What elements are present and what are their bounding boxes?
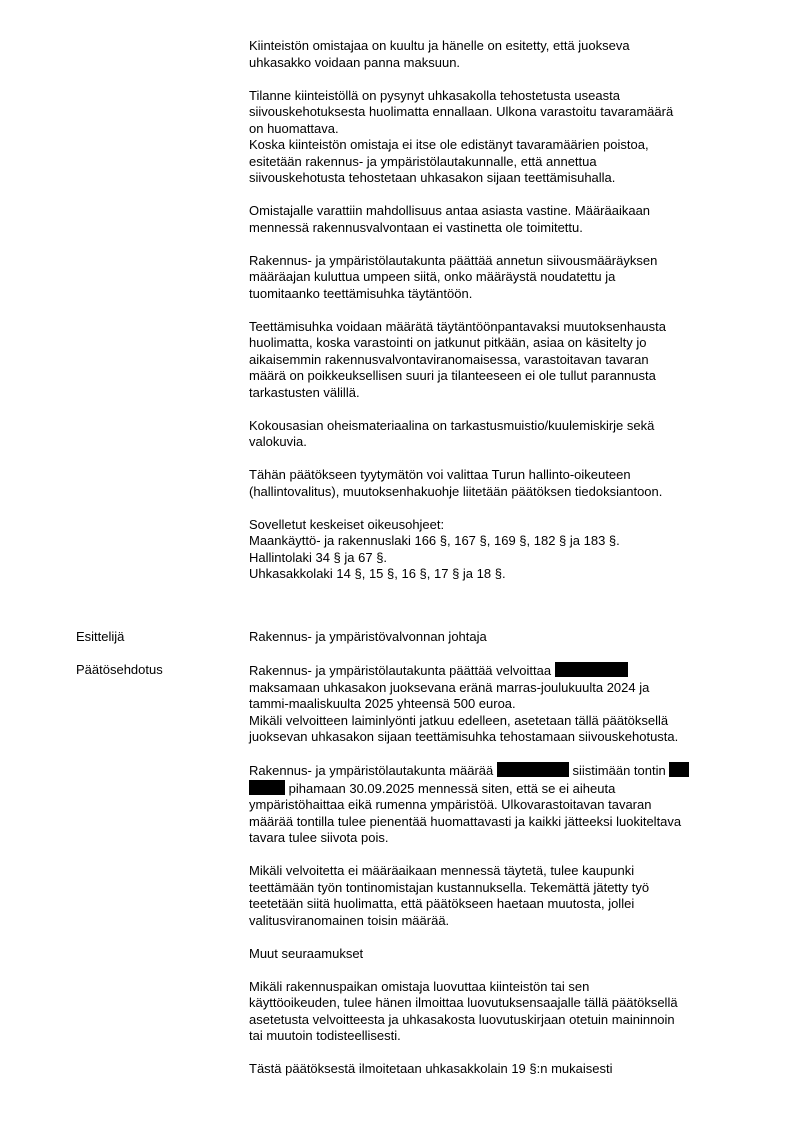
legal-references [249,517,749,583]
text-line: tuomitaanko teettämisuhka täytäntöön. [249,285,473,301]
text-line: valokuvia. [249,434,307,449]
text-line: määrä on poikkeuksellisen suuri ja tilanteeseen ei ole tullut parannusta [249,368,656,383]
text-segment: siistimään tontin [572,763,666,778]
text-line: asetetusta velvoitteesta ja uhkasakosta luovutuskirjaan otetuin maininnoin [249,1011,675,1027]
text-line: ympäristöhaittaa eikä rumenna ympäristöä. Ulkovarastoitavan tavaran [249,797,652,812]
paragraph [249,863,749,929]
text-segment: Rakennus- ja ympäristölautakunta päättää velvoittaa [249,663,552,678]
text-line: käyttöoikeuden, tulee hänen ilmoittaa luovutuksensaajalle tällä päätöksellä [249,995,678,1010]
text-line: siivouskehotuksesta huolimatta ennallaan. Ulkona varastoitu tavaramäärä [249,104,674,119]
paragraph [249,203,749,236]
text-line: valitusviranomainen toisin määrää. [249,912,450,928]
text-line: Tästä päätöksestä ilmoitetaan uhkasakkolain 19 §:n mukaisesti [249,1061,613,1076]
text-line: tammi-maaliskuulta 2025 yhteensä 500 euroa. [249,696,516,711]
text-line [249,662,749,680]
redaction-block [669,762,689,777]
text-line: Tilanne kiinteistöllä on pysynyt uhkasakolla tehostetusta useasta [249,87,620,103]
text-line: Omistajalle varattiin mahdollisuus antaa asiasta vastine. Määräaikaan [249,203,651,218]
text-line: aikaisemmin rakennusvalvontaviranomaisessa, varastoitavan tavaran [249,351,649,367]
text-line: Kokousasian oheismateriaalina on tarkastusmuistio/kuulemiskirje sekä [249,417,655,433]
text-line: tarkastusten välillä. [249,384,360,400]
text-line: määrää tontilla tulee pienentää huomattavasti ja kaikki jätteeksi luokiteltava [249,813,682,829]
paragraph [249,762,749,847]
text-line [249,780,749,798]
subheading [249,946,749,963]
text-line: siivouskehotusta tehostetaan uhkasakon sijaan teettämisuhalla. [249,170,616,185]
intro-section [249,38,749,599]
text-line: juoksevan uhkasakon sijaan teettämisuhka tehostamaan siivouskehotusta. [249,729,679,744]
text-line: tavara tulee siivota pois. [249,830,389,845]
paragraph [249,418,749,451]
text-line: Teettämisuhka voidaan määrätä täytäntöönpantavaksi muutoksenhausta [249,318,666,334]
text-line: Rakennus- ja ympäristövalvonnan johtaja [249,629,487,644]
text-line: maksamaan uhkasakon juoksevana eränä marras-joulukuulta 2024 ja [249,679,650,695]
proposal-section [249,662,749,1094]
text-line: Kiinteistön omistajaa on kuultu ja hänelle on esitetty, että juokseva [249,38,630,53]
text-line: on huomattava. [249,120,339,136]
paragraph [249,253,749,303]
paragraph [249,38,749,71]
paragraph [249,979,749,1045]
text-line: Sovelletut keskeiset oikeusohjeet: [249,516,445,532]
text-line: määräajan kuluttua umpeen siitä, onko määräystä noudatettu ja [249,269,616,284]
text-line: tai muutoin todisteellisesti. [249,1028,401,1043]
text-line: Uhkasakkolaki 14 §, 15 §, 16 §, 17 § ja 18 §. [249,566,506,581]
text-line: esitetään rakennus- ja ympäristölautakunnalle, että annettua [249,153,597,169]
paragraph [249,88,749,187]
redaction-block [497,762,569,777]
proposal-label: Päätösehdotus [76,662,163,677]
text-line: Tähän päätökseen tyytymätön voi valittaa Turun hallinto-oikeuteen [249,467,631,482]
text-line: Mikäli velvoitetta ei määräaikaan mennessä täytetä, tulee kaupunki [249,863,635,878]
text-line: uhkasakko voidaan panna maksuun. [249,54,461,70]
text-line: mennessä rakennusvalvontaan ei vastinetta ole toimitettu. [249,219,583,235]
text-line: Muut seuraamukset [249,945,364,961]
text-line: huolimatta, koska varastointi on jatkunut pitkään, asiaa on käsitelty jo [249,335,647,350]
text-line: (hallintovalitus), muutoksenhakuohje liitetään päätöksen tiedoksiantoon. [249,483,663,499]
presenter-label: Esittelijä [76,629,125,644]
text-segment: Rakennus- ja ympäristölautakunta määrää [249,763,494,778]
text-line: Rakennus- ja ympäristölautakunta päättää annetun siivousmääräyksen [249,252,658,268]
redaction-block [249,780,285,795]
paragraph [249,1061,749,1078]
paragraph [249,319,749,402]
text-line: teetetään siitä huolimatta, että päätökseen haetaan muutosta, jollei [249,896,635,911]
text-line: Mikäli velvoitteen laiminlyönti jatkuu edelleen, asetetaan tällä päätöksellä [249,712,669,728]
text-line: Mikäli rakennuspaikan omistaja luovuttaa kiinteistön tai sen [249,978,590,994]
text-line: Hallintolaki 34 § ja 67 §. [249,549,388,565]
text-line [249,762,749,780]
redaction-block [555,662,628,677]
text-segment: pihamaan 30.09.2025 mennessä siten, että se ei aiheuta [288,780,616,796]
paragraph [249,467,749,500]
text-line: Maankäyttö- ja rakennuslaki 166 §, 167 §, 169 §, 182 § ja 183 §. [249,533,620,548]
paragraph [249,662,749,746]
text-line: Koska kiinteistön omistaja ei itse ole edistänyt tavaramäärien poistoa, [249,137,649,152]
presenter-value [249,629,749,646]
text-line: teettämään työn tontinomistajan kustannuksella. Tekemättä jätetty työ [249,879,650,895]
